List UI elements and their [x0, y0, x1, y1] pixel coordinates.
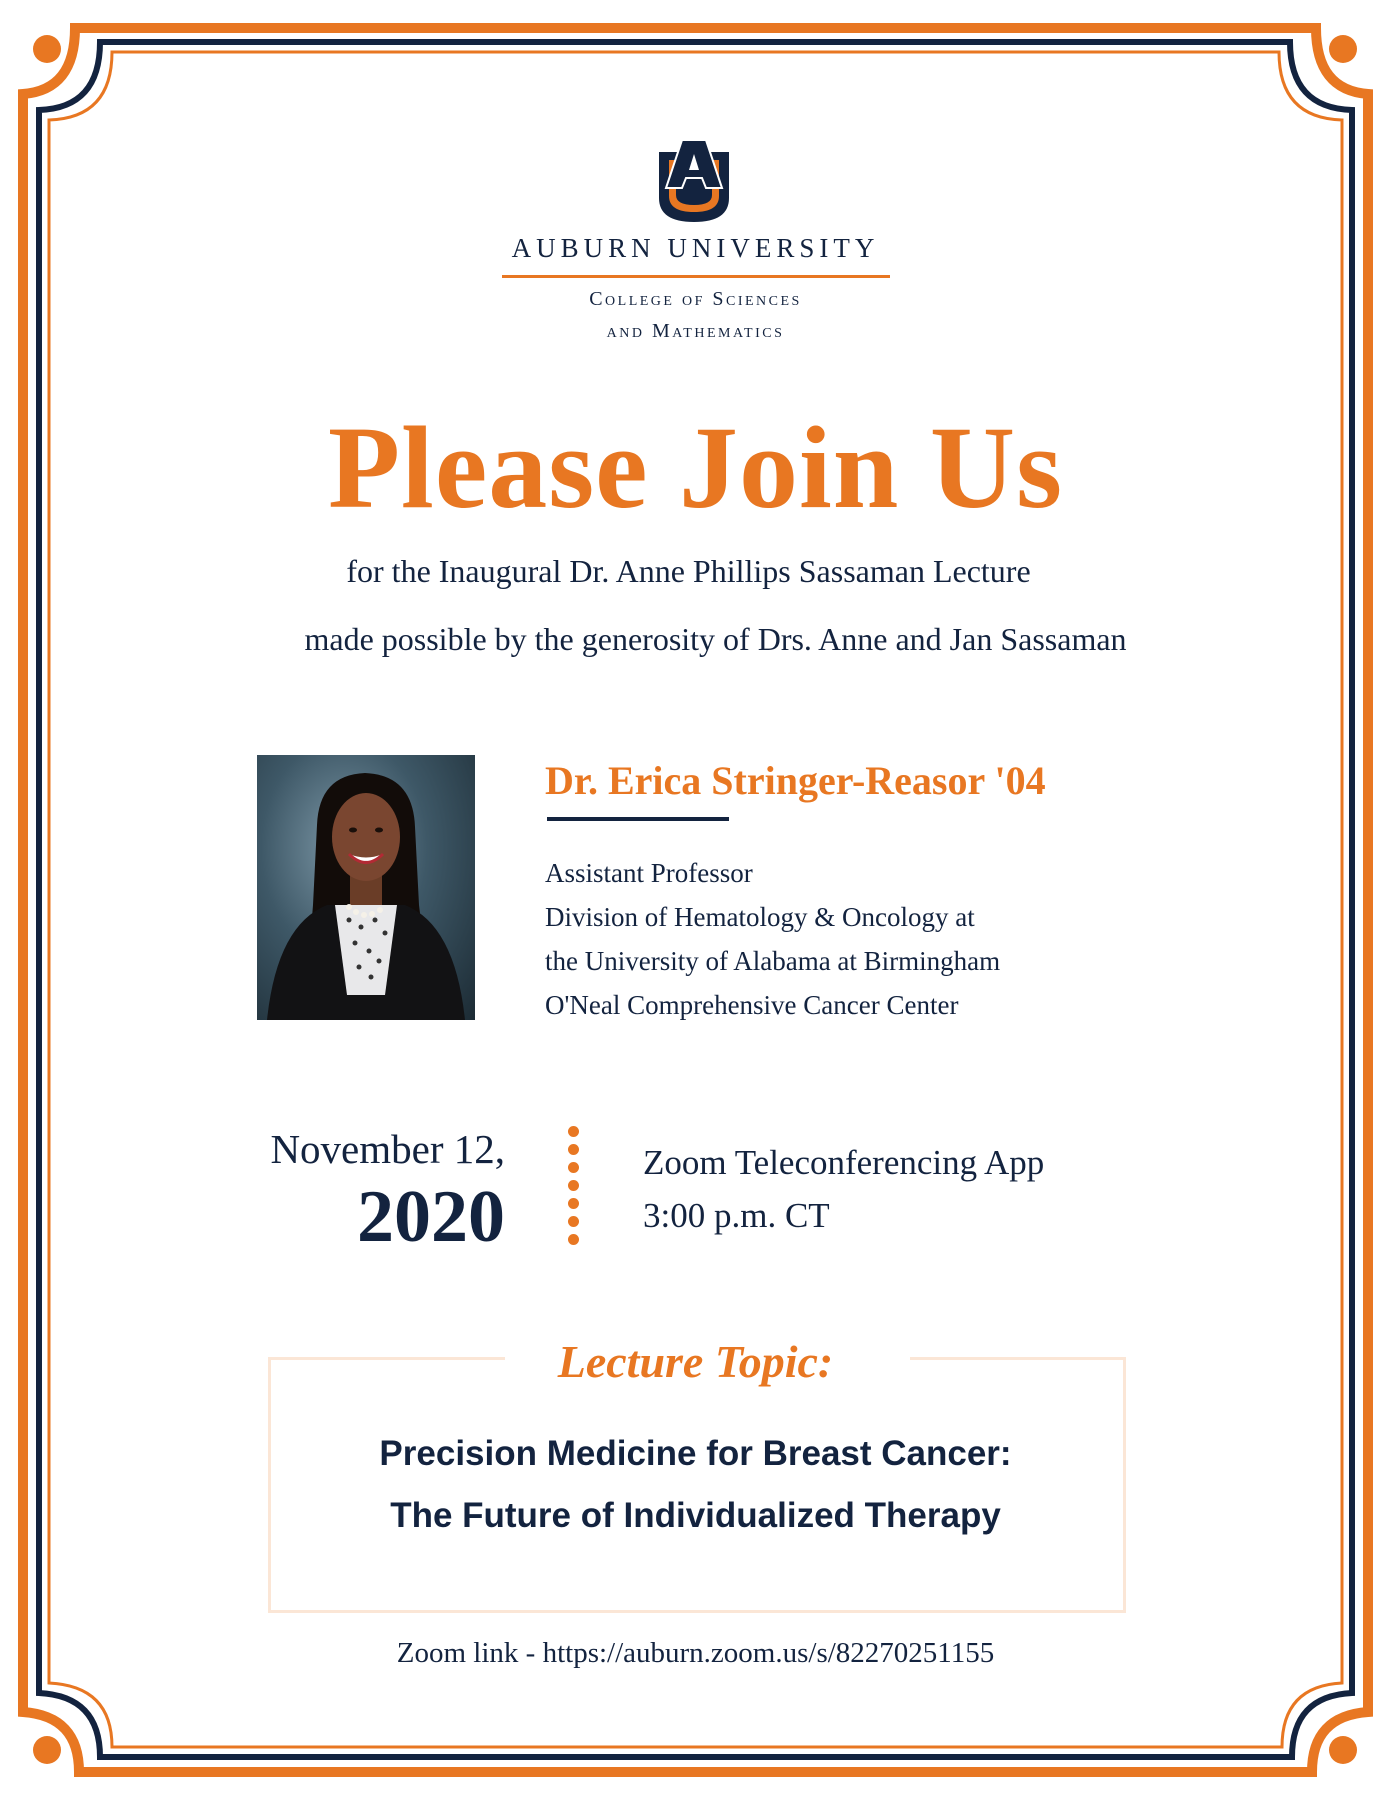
speaker-name: Dr. Erica Stringer-Reasor '04	[545, 758, 1046, 803]
corner-dot-icon	[33, 1736, 61, 1764]
topic-label: Lecture Topic:	[557, 1336, 834, 1387]
university-name: AUBURN UNIVERSITY	[511, 233, 880, 263]
college-name-line2: and Mathematics	[606, 320, 785, 342]
speaker-title-line: Assistant Professor	[545, 858, 753, 888]
event-date: November 12,	[270, 1126, 505, 1172]
corner-dot-icon	[33, 35, 61, 63]
subtitle-line-1: for the Inaugural Dr. Anne Phillips Sassaman Lecture	[346, 553, 1031, 589]
headline: Please Join Us	[327, 402, 1064, 533]
speaker-title-line: O'Neal Comprehensive Cancer Center	[545, 990, 959, 1020]
topic-title-line-1: Precision Medicine for Breast Cancer:	[379, 1434, 1012, 1473]
corner-dot-icon	[1329, 35, 1357, 63]
corner-dot-icon	[1329, 1736, 1357, 1764]
dotted-separator-icon	[568, 1126, 582, 1252]
event-year: 2020	[357, 1176, 505, 1258]
speaker-title-line: the University of Alabama at Birmingham	[545, 946, 1001, 976]
speaker-title-line: Division of Hematology & Oncology at	[545, 902, 975, 932]
event-venue: Zoom Teleconferencing App	[643, 1143, 1045, 1182]
zoom-link[interactable]: Zoom link - https://auburn.zoom.us/s/82270251155	[396, 1637, 995, 1669]
university-divider	[502, 275, 890, 278]
topic-title-line-2: The Future of Individualized Therapy	[390, 1496, 1001, 1535]
topic-box	[268, 1357, 1126, 1613]
speaker-photo	[257, 755, 475, 1020]
subtitle-line-2: made possible by the generosity of Drs. Anne and Jan Sassaman	[304, 621, 1127, 657]
auburn-au-logo-icon	[644, 140, 744, 225]
college-name-line1: College of Sciences	[589, 288, 802, 310]
event-time: 3:00 p.m. CT	[643, 1196, 830, 1235]
speaker-name-divider	[547, 817, 729, 821]
